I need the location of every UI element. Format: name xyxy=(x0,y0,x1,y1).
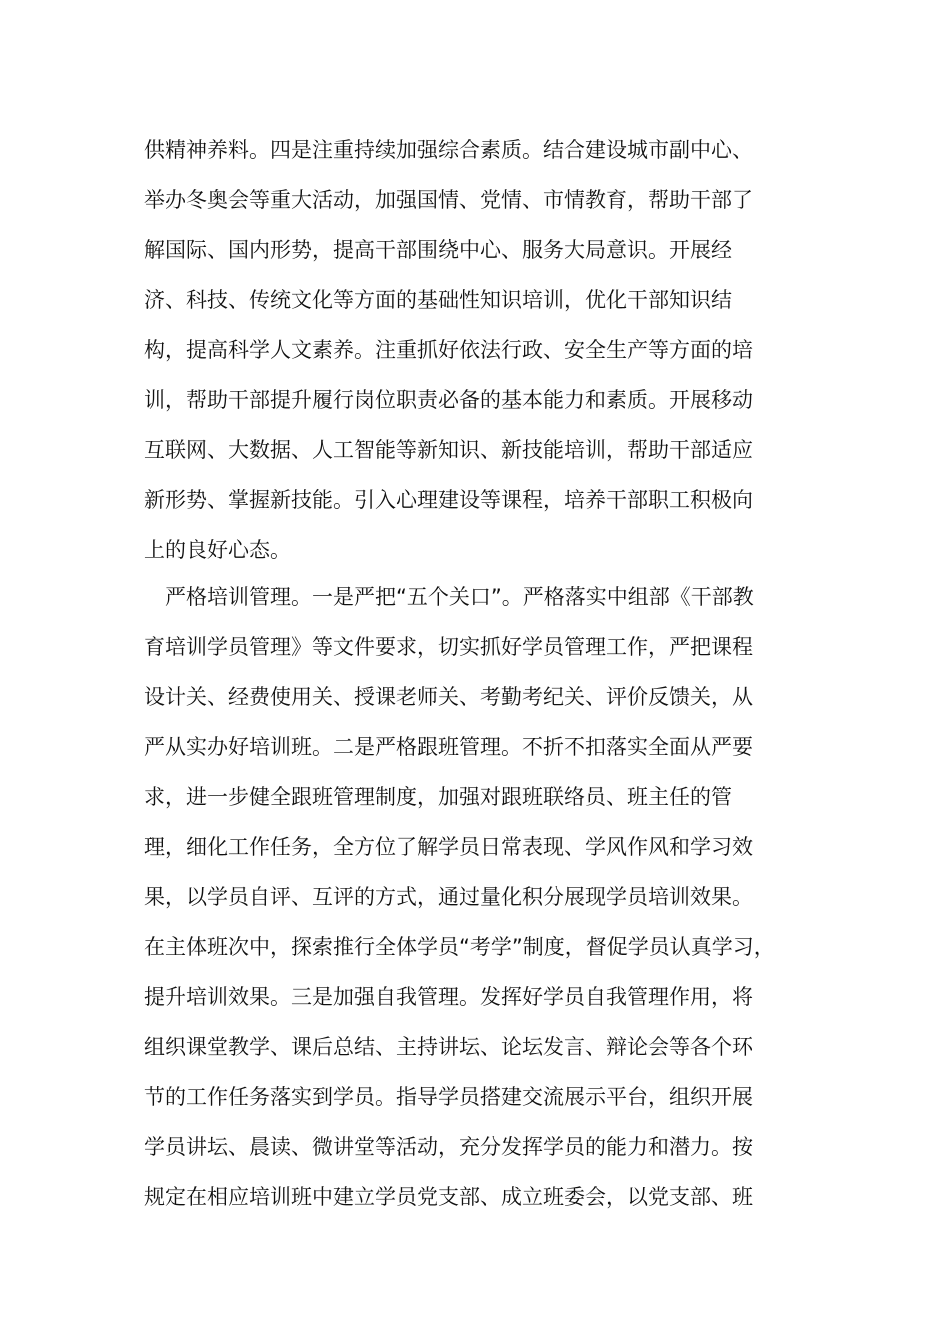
text-line: 严格培训管理。一是严把“五个关口”。严格落实中组部《干部教 xyxy=(144,585,754,609)
text-line: 节的工作任务落实到学员。指导学员搭建交流展示平台，组织开展 xyxy=(144,1085,753,1109)
text-line: 构，提高科学人文素养。注重抓好依法行政、安全生产等方面的培 xyxy=(144,338,753,362)
paragraph-2 xyxy=(144,572,812,1222)
text-line: 上的良好心态。 xyxy=(144,538,291,562)
text-line: 举办冬奥会等重大活动，加强国情、党情、市情教育，帮助干部了 xyxy=(144,188,753,212)
text-line: 解国际、国内形势，提高干部围绕中心、服务大局意识。开展经 xyxy=(144,238,732,262)
text-line: 提升培训效果。三是加强自我管理。发挥好学员自我管理作用，将 xyxy=(144,985,753,1009)
text-line: 组织课堂教学、课后总结、主持讲坛、论坛发言、辩论会等各个环 xyxy=(144,1035,753,1059)
paragraph-1 xyxy=(144,125,812,575)
text-line: 供精神养料。四是注重持续加强综合素质。结合建设城市副中心、 xyxy=(144,138,753,162)
text-line: 学员讲坛、晨读、微讲堂等活动，充分发挥学员的能力和潜力。按 xyxy=(144,1135,753,1159)
text-line: 求，进一步健全跟班管理制度，加强对跟班联络员、班主任的管 xyxy=(144,785,732,809)
text-line: 规定在相应培训班中建立学员党支部、成立班委会，以党支部、班 xyxy=(144,1185,753,1209)
text-line: 设计关、经费使用关、授课老师关、考勤考纪关、评价反馈关，从 xyxy=(144,685,753,709)
text-line: 理，细化工作任务，全方位了解学员日常表现、学风作风和学习效 xyxy=(144,835,753,859)
text-line: 新形势、掌握新技能。引入心理建设等课程，培养干部职工积极向 xyxy=(144,488,753,512)
text-line: 训，帮助干部提升履行岗位职责必备的基本能力和素质。开展移动 xyxy=(144,388,753,412)
text-line: 果，以学员自评、互评的方式，通过量化积分展现学员培训效果。 xyxy=(144,885,753,909)
text-line: 在主体班次中，探索推行全体学员“考学”制度，督促学员认真学习， xyxy=(144,935,775,959)
text-line: 互联网、大数据、人工智能等新知识、新技能培训，帮助干部适应 xyxy=(144,438,753,462)
text-line: 育培训学员管理》等文件要求，切实抓好学员管理工作，严把课程 xyxy=(144,635,753,659)
text-line: 济、科技、传统文化等方面的基础性知识培训，优化干部知识结 xyxy=(144,288,732,312)
text-line: 严从实办好培训班。二是严格跟班管理。不折不扣落实全面从严要 xyxy=(144,735,753,759)
